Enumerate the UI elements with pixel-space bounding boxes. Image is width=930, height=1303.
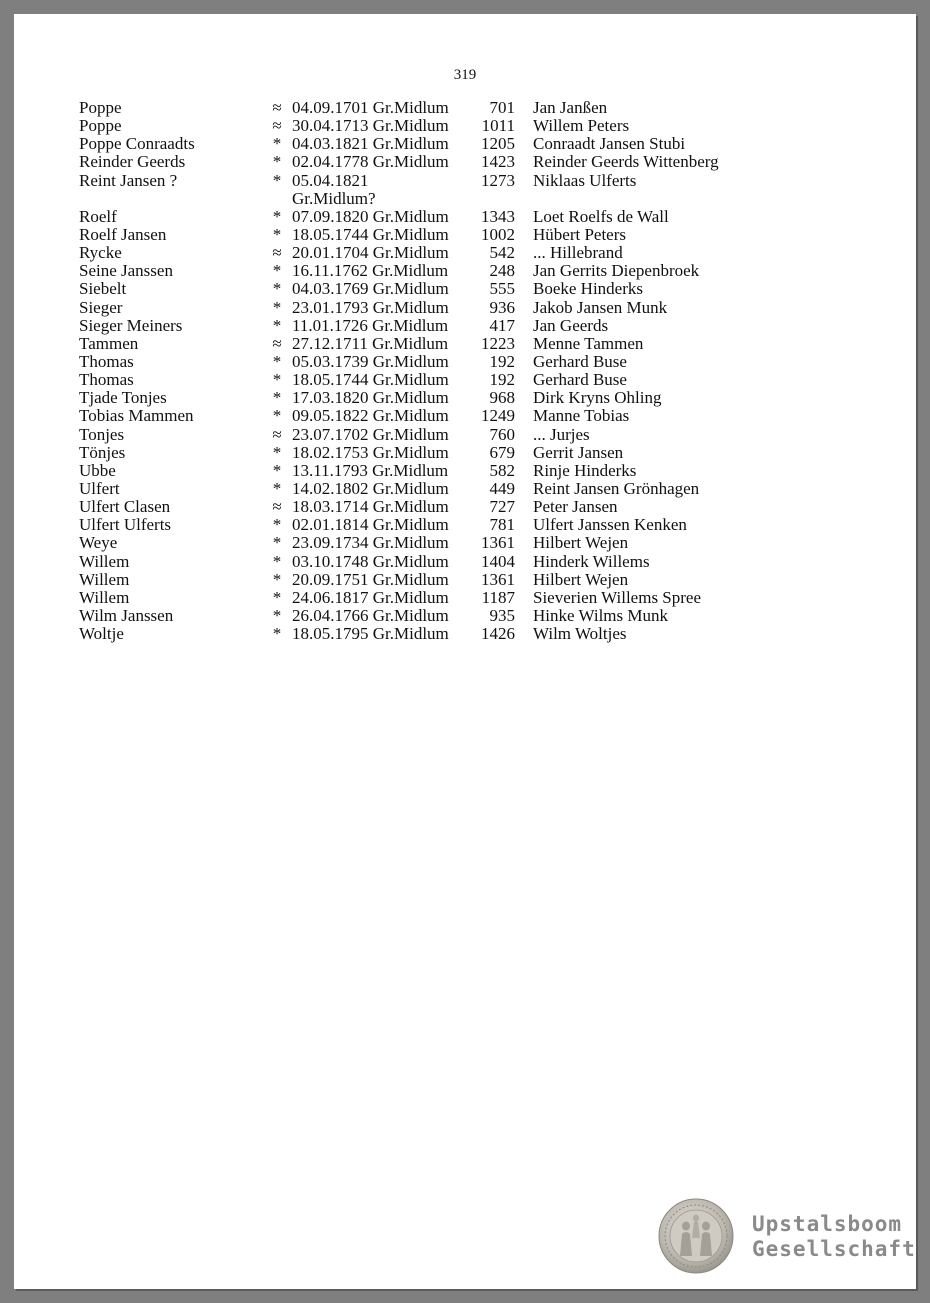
entry-parent: Sieverien Willems Spree	[533, 587, 702, 607]
entry-date-place	[292, 153, 449, 171]
entry-date-place	[292, 589, 449, 607]
entry-reference: 555	[489, 279, 515, 299]
entry-name: Weye	[79, 533, 118, 553]
entry-name: Willem	[79, 587, 130, 607]
entry-date: 04.09.1701	[292, 98, 369, 117]
entry-date-place	[292, 389, 449, 407]
entry-parent: Willem Peters	[533, 116, 630, 136]
event-mark: *	[272, 624, 282, 644]
event-mark: *	[272, 478, 282, 498]
entry-date-place	[292, 407, 449, 425]
entry-date-place	[292, 444, 449, 462]
entry-name: Ulfert Clasen	[79, 497, 171, 517]
entry-date: 05.03.1739	[292, 351, 369, 371]
entry-date: 02.04.1778	[292, 152, 369, 172]
entry-parent: Wilm Woltjes	[533, 624, 627, 644]
entry-parent: Niklaas Ulferts	[533, 170, 637, 190]
entry-parent: Manne Tobias	[533, 406, 630, 426]
entry-reference: 1223	[481, 333, 515, 353]
entry-date: 11.01.1726	[292, 315, 368, 335]
entry-name: Rycke	[79, 243, 122, 263]
logo-wordmark	[752, 1212, 916, 1262]
entry-place: Gr.Midlum	[372, 442, 449, 462]
event-mark: ≈	[272, 497, 282, 517]
entry-date: Gr.Midlum?	[292, 188, 376, 208]
entry-reference: 1249	[481, 406, 515, 426]
event-mark: *	[272, 370, 282, 390]
entry-date: 27.12.1711	[292, 333, 368, 353]
event-mark: *	[272, 605, 282, 625]
entry-date-place	[292, 353, 449, 371]
entry-date-place	[292, 371, 449, 389]
entry-name: Willem	[79, 569, 130, 589]
entry-place: Gr.Midlum	[372, 533, 449, 553]
upstalsboom-logo	[658, 1198, 916, 1278]
entry-reference: 1361	[481, 569, 515, 589]
entry-place: Gr.Midlum	[372, 315, 449, 335]
entry-parent: Rinje Hinderks	[533, 460, 637, 480]
event-mark: ≈	[272, 98, 282, 117]
event-mark: *	[272, 152, 282, 172]
entry-date: 26.04.1766	[292, 605, 369, 625]
entry-date: 14.02.1802	[292, 478, 369, 498]
logo-line-1: Upstalsboom	[752, 1212, 903, 1236]
entry-reference: 417	[489, 315, 515, 335]
event-mark: *	[272, 551, 282, 571]
entry-place: Gr.Midlum	[372, 406, 449, 426]
entry-date-place	[292, 553, 449, 571]
entry-place: Gr.Midlum	[372, 478, 449, 498]
entry-place: Gr.Midlum	[372, 243, 449, 263]
entry-parent: Jakob Jansen Munk	[533, 297, 668, 317]
seal-icon	[658, 1198, 734, 1274]
event-mark: *	[272, 388, 282, 408]
entry-date-place	[292, 244, 449, 262]
entry-date: 23.01.1793	[292, 297, 369, 317]
event-mark: *	[272, 170, 282, 190]
entry-date: 18.05.1744	[292, 224, 369, 244]
event-mark: ≈	[272, 333, 282, 353]
entry-name: Ulfert Ulferts	[79, 515, 172, 535]
entry-date: 04.03.1821	[292, 134, 369, 154]
entry-date-place	[292, 571, 449, 589]
entry-reference: 542	[489, 243, 515, 263]
entry-parent: Jan Janßen	[533, 98, 608, 117]
entry-name: Tönjes	[79, 442, 126, 462]
entry-parent: Gerrit Jansen	[533, 442, 624, 462]
entry-name: Siebelt	[79, 279, 127, 299]
event-mark: ≈	[272, 116, 282, 136]
entry-parent: Hilbert Wejen	[533, 533, 629, 553]
entry-date: 07.09.1820	[292, 206, 369, 226]
entry-reference: 701	[489, 98, 515, 117]
entry-reference: 1404	[481, 551, 515, 571]
entry-parent: Jan Geerds	[533, 315, 609, 335]
entry-parent: ... Hillebrand	[533, 243, 623, 263]
entry-parent: Ulfert Janssen Kenken	[533, 515, 687, 535]
entry-date: 23.09.1734	[292, 533, 369, 553]
entry-name: Poppe Conraadts	[79, 134, 195, 154]
entry-place: Gr.Midlum	[372, 569, 449, 589]
entry-date: 23.07.1702	[292, 424, 369, 444]
entry-name: Poppe	[79, 98, 122, 117]
entry-name: Willem	[79, 551, 130, 571]
entry-date: 05.04.1821	[292, 170, 369, 190]
entry-parent: Hilbert Wejen	[533, 569, 629, 589]
event-mark: *	[272, 134, 282, 154]
entry-reference: 192	[489, 370, 515, 390]
entry-reference: 1273	[481, 170, 515, 190]
entry-parent: Dirk Kryns Ohling	[533, 388, 662, 408]
entry-date: 20.09.1751	[292, 569, 369, 589]
entry-name: Roelf	[79, 206, 117, 226]
event-mark: *	[272, 460, 282, 480]
entry-place: Gr.Midlum	[372, 587, 449, 607]
event-mark: *	[272, 297, 282, 317]
entry-reference: 760	[489, 424, 515, 444]
entry-reference: 1423	[481, 152, 515, 172]
entry-date-place	[292, 426, 449, 444]
entry-name: Tonjes	[79, 424, 125, 444]
entry-parent: Jan Gerrits Diepenbroek	[533, 261, 700, 281]
entry-name: Poppe	[79, 116, 122, 136]
entry-place: Gr.Midlum	[372, 370, 449, 390]
entry-reference: 1343	[481, 206, 515, 226]
entry-date-place	[292, 172, 369, 190]
entry-parent: Reinder Geerds Wittenberg	[533, 152, 719, 172]
entry-date: 18.05.1744	[292, 370, 369, 390]
entry-parent: Hinke Wilms Munk	[533, 605, 669, 625]
entry-reference: 1205	[481, 134, 515, 154]
entry-place: Gr.Midlum	[372, 351, 449, 371]
entry-date-place	[292, 117, 449, 135]
entry-place: Gr.Midlum	[372, 460, 449, 480]
entry-name: Tjade Tonjes	[79, 388, 167, 408]
entry-place: Gr.Midlum	[372, 206, 449, 226]
entry-reference: 582	[489, 460, 515, 480]
entry-reference: 192	[489, 351, 515, 371]
entry-name: Sieger Meiners	[79, 315, 183, 335]
entry-date: 18.02.1753	[292, 442, 369, 462]
entry-date-place	[292, 226, 449, 244]
entry-reference: 1011	[481, 116, 515, 136]
entry-place: Gr.Midlum	[372, 388, 449, 408]
entry-date-place	[292, 317, 448, 335]
event-mark: *	[272, 351, 282, 371]
entry-date: 09.05.1822	[292, 406, 369, 426]
entry-date-place	[292, 534, 449, 552]
event-mark: *	[272, 533, 282, 553]
entry-place: Gr.Midlum	[372, 515, 449, 535]
event-mark: *	[272, 315, 282, 335]
entry-date: 03.10.1748	[292, 551, 369, 571]
entry-reference: 1002	[481, 224, 515, 244]
entry-parent: Menne Tammen	[533, 333, 644, 353]
entry-date-place	[292, 607, 449, 625]
entry-date-place	[292, 480, 449, 498]
entry-name: Ulfert	[79, 478, 120, 498]
page-number: 319	[453, 67, 477, 83]
entry-parent: Reint Jansen Grönhagen	[533, 478, 700, 498]
entry-date: 17.03.1820	[292, 388, 369, 408]
entry-place: Gr.Midlum	[372, 297, 449, 317]
entry-date-place	[292, 208, 449, 226]
entry-name: Tobias Mammen	[79, 406, 194, 426]
entry-date-place	[292, 516, 449, 534]
entry-name: Wilm Janssen	[79, 605, 174, 625]
entry-place: Gr.Midlum	[372, 98, 449, 117]
entry-date-place	[292, 335, 448, 353]
entry-place: Gr.Midlum	[372, 224, 449, 244]
entry-reference: 449	[489, 478, 515, 498]
entry-parent: Hinderk Willems	[533, 551, 650, 571]
entry-place: Gr.Midlum	[372, 134, 449, 154]
entry-date-place	[292, 498, 449, 516]
entry-date: 24.06.1817	[292, 587, 369, 607]
event-mark: *	[272, 569, 282, 589]
entry-date-place	[292, 462, 448, 480]
entry-date: 30.04.1713	[292, 116, 369, 136]
entry-name: Sieger	[79, 297, 123, 317]
entry-reference: 679	[489, 442, 515, 462]
entry-reference: 1361	[481, 533, 515, 553]
entry-reference: 1187	[481, 587, 515, 607]
entry-reference: 727	[489, 497, 515, 517]
entry-name: Seine Janssen	[79, 261, 173, 281]
entry-name: Reint Jansen ?	[79, 170, 178, 190]
entry-date: 13.11.1793	[292, 460, 368, 480]
entry-date-place	[292, 280, 449, 298]
entry-place: Gr.Midlum	[372, 624, 449, 644]
entry-date-place	[292, 299, 449, 317]
entry-date: 18.05.1795	[292, 624, 369, 644]
entry-reference: 935	[489, 605, 515, 625]
entry-place: Gr.Midlum	[372, 333, 449, 353]
logo-line-2: Gesellschaft	[752, 1237, 916, 1261]
entry-name: Tammen	[79, 333, 139, 353]
entry-place: Gr.Midlum	[372, 424, 449, 444]
event-mark: *	[272, 206, 282, 226]
entry-reference: 248	[489, 261, 515, 281]
event-mark: *	[272, 515, 282, 535]
entry-reference: 1426	[481, 624, 515, 644]
entry-parent: Gerhard Buse	[533, 370, 627, 390]
entry-reference: 781	[489, 515, 515, 535]
event-mark: ≈	[272, 424, 282, 444]
entry-parent: Boeke Hinderks	[533, 279, 644, 299]
event-mark: *	[272, 279, 282, 299]
entry-name: Roelf Jansen	[79, 224, 167, 244]
entry-reference: 968	[489, 388, 515, 408]
entry-parent: ... Jurjes	[533, 424, 590, 444]
entry-place: Gr.Midlum	[372, 152, 449, 172]
event-mark: *	[272, 442, 282, 462]
entry-date: 02.01.1814	[292, 515, 369, 535]
entry-name: Thomas	[79, 351, 134, 371]
entry-name: Thomas	[79, 370, 134, 390]
entry-date: 04.03.1769	[292, 279, 369, 299]
entry-place: Gr.Midlum	[372, 116, 449, 136]
entry-date: 18.03.1714	[292, 497, 369, 517]
entry-parent: Loet Roelfs de Wall	[533, 206, 669, 226]
event-mark: *	[272, 224, 282, 244]
entry-place: Gr.Midlum	[372, 497, 449, 517]
entry-date-place	[292, 262, 448, 280]
entry-place: Gr.Midlum	[372, 261, 449, 281]
entry-parent: Conraadt Jansen Stubi	[533, 134, 686, 154]
entry-date-place	[292, 625, 449, 643]
entry-date: 16.11.1762	[292, 261, 368, 281]
document-page	[14, 14, 916, 1289]
event-mark: *	[272, 587, 282, 607]
entry-name: Reinder Geerds	[79, 152, 186, 172]
entry-date-place	[292, 190, 376, 208]
entry-place: Gr.Midlum	[372, 279, 449, 299]
entry-name: Woltje	[79, 624, 124, 644]
event-mark: *	[272, 406, 282, 426]
event-mark: *	[272, 261, 282, 281]
entry-date-place	[292, 135, 449, 153]
event-mark: ≈	[272, 243, 282, 263]
entry-date-place	[292, 99, 449, 117]
entry-place: Gr.Midlum	[372, 605, 449, 625]
entry-reference: 936	[489, 297, 515, 317]
entry-parent: Hübert Peters	[533, 224, 627, 244]
entry-parent: Peter Jansen	[533, 497, 618, 517]
entry-name: Ubbe	[79, 460, 116, 480]
entry-parent: Gerhard Buse	[533, 351, 627, 371]
entry-place: Gr.Midlum	[372, 551, 449, 571]
entry-date: 20.01.1704	[292, 243, 369, 263]
